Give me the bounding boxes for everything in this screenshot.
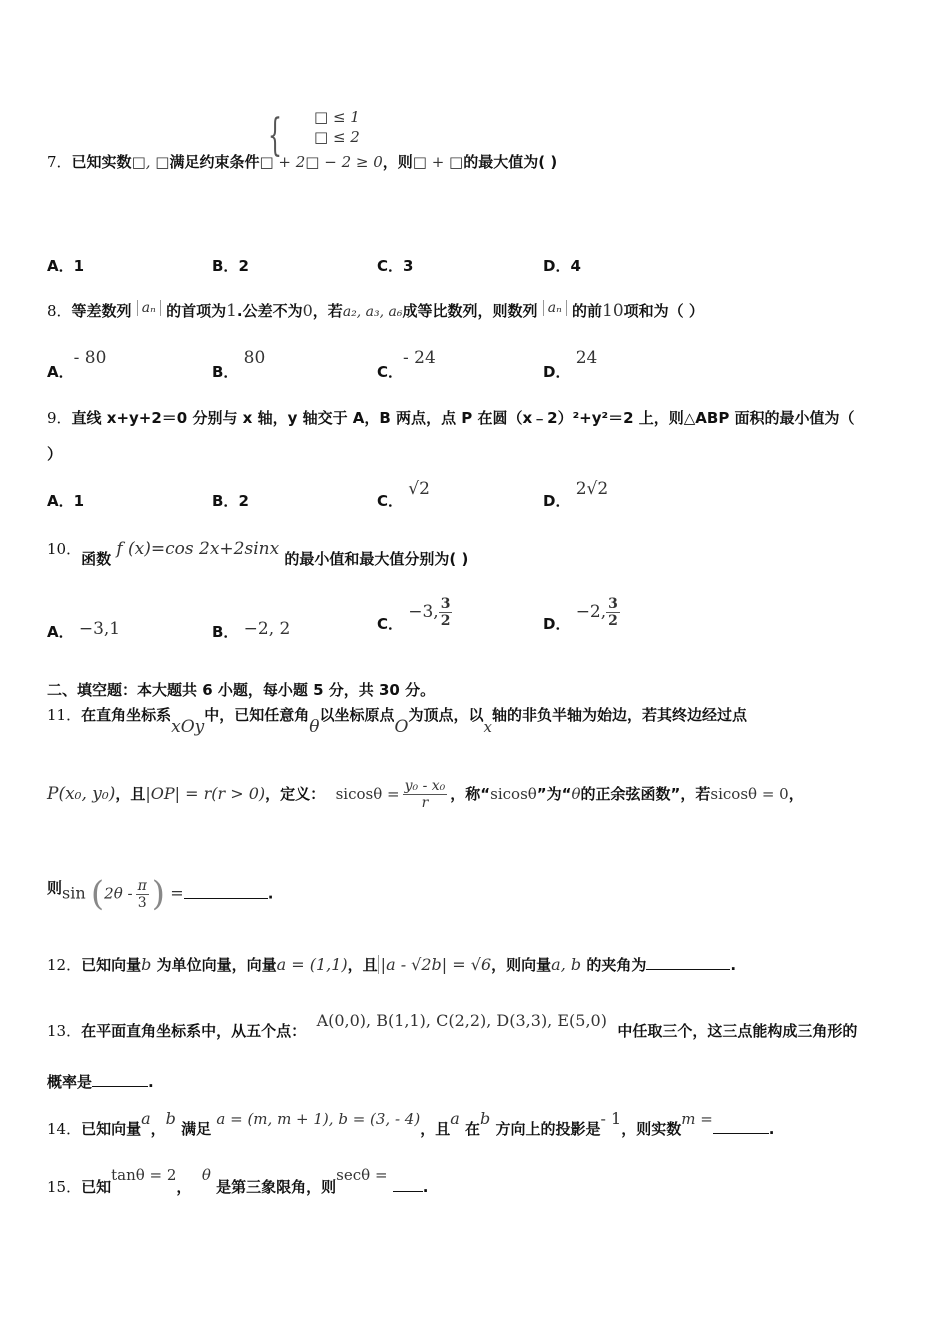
q7-brace: { [268, 110, 282, 161]
q7-constraint-1: □ ≤ 1 [314, 108, 360, 126]
q7-option-a[interactable]: A．1 [47, 257, 85, 275]
q7-option-c[interactable]: C．3 [377, 257, 414, 275]
q10-option-d[interactable]: D． −2, $\frac{3}{2}$ [543, 596, 618, 633]
section-heading-fill-blank: 二、填空题：本大题共 6 小题，每小题 5 分，共 30 分。 [47, 681, 436, 699]
q11-stem-line3: 则sin (2θ - $\frac{\pi}{3}$ ) = . [47, 874, 274, 914]
q14-answer-blank[interactable] [713, 1121, 769, 1134]
q9-option-a[interactable]: A．1 [47, 492, 85, 510]
q9-option-d[interactable]: D． 2√2 [543, 479, 609, 510]
q11-answer-blank[interactable] [184, 886, 268, 899]
q15-answer-blank[interactable] [393, 1179, 423, 1192]
q9-option-c[interactable]: C． √2 [377, 479, 430, 510]
q8-option-c[interactable]: C．- 24 [377, 348, 436, 381]
q10-option-b[interactable]: B． −2, 2 [212, 619, 291, 641]
q7-stem: 7．已知实数□, □满足约束条件□ + 2□ − 2 ≥ 0，则□ + □的最大值为( ) [47, 153, 558, 171]
q15-stem: 15．已知tanθ = 2， θ 是第三象限角，则secθ = . [47, 1166, 429, 1196]
q13-answer-blank[interactable] [92, 1074, 148, 1087]
q11-stem-line2: P(x₀, y₀)，且|OP| = r(r > 0)，定义： sicosθ = $\frac{\text{y₀ - x₀}}{r}$ ，称“sicosθ”为“θ的正余弦函数”，若sicosθ = 0， [47, 778, 804, 811]
q14-stem: 14．已知向量a，b 满足 a = (m, m + 1), b = (3, - 4)，且a 在b 方向上的投影是- 1，则实数m =. [47, 1109, 775, 1138]
q8-option-a[interactable]: A．- 80 [47, 348, 107, 381]
q9-option-b[interactable]: B．2 [212, 492, 249, 510]
q10-option-a[interactable]: A． −3,1 [47, 619, 121, 641]
q12-answer-blank[interactable] [646, 957, 730, 970]
q13-stem-line2: 概率是 . [47, 1073, 154, 1091]
q9-stem-line1: 9．直线 x+y+2＝0 分别与 x 轴，y 轴交于 A，B 两点，点 P 在圆（x﹣2）²+y²＝2 上，则△ABP 面积的最小值为（ [47, 409, 855, 427]
q8-option-d[interactable]: D． 24 [543, 348, 598, 381]
q11-stem-line1: 11．在直角坐标系xOy中，已知任意角θ以坐标原点O为顶点，以x轴的非负半轴为始边，若其终边经过点 [47, 706, 747, 737]
q13-stem-line1: 13．在平面直角坐标系中，从五个点： A(0,0), B(1,1), C(2,2), D(3,3), E(5,0) 中任取三个，这三点能构成三角形的 [47, 1011, 858, 1040]
q9-stem-line2: ） [47, 445, 63, 463]
q7-option-b[interactable]: B．2 [212, 257, 249, 275]
q7-constraint-3: □ + 2□ − 2 ≥ 0 [259, 153, 383, 171]
q7-constraint-2: □ ≤ 2 [314, 128, 360, 146]
q8-option-b[interactable]: B． 80 [212, 348, 266, 381]
q10-option-c[interactable]: C． −3, $\frac{3}{2}$ [377, 596, 451, 633]
q10-stem: 10．函数 f (x)=cos 2x+2sinx 的最小值和最大值分别为( ) [47, 539, 469, 568]
q8-stem: 8．等差数列 aₙ 的首项为1.公差不为0，若a₂, a₃, a₆成等比数列，则数列 aₙ 的前10项和为（ ） [47, 300, 704, 321]
q12-stem: 12．已知向量b 为单位向量，向量a = (1,1)，且 |a - √2b| = √6，则向量a, b 的夹角为 . [47, 955, 737, 974]
q7-option-d[interactable]: D．4 [543, 257, 581, 275]
